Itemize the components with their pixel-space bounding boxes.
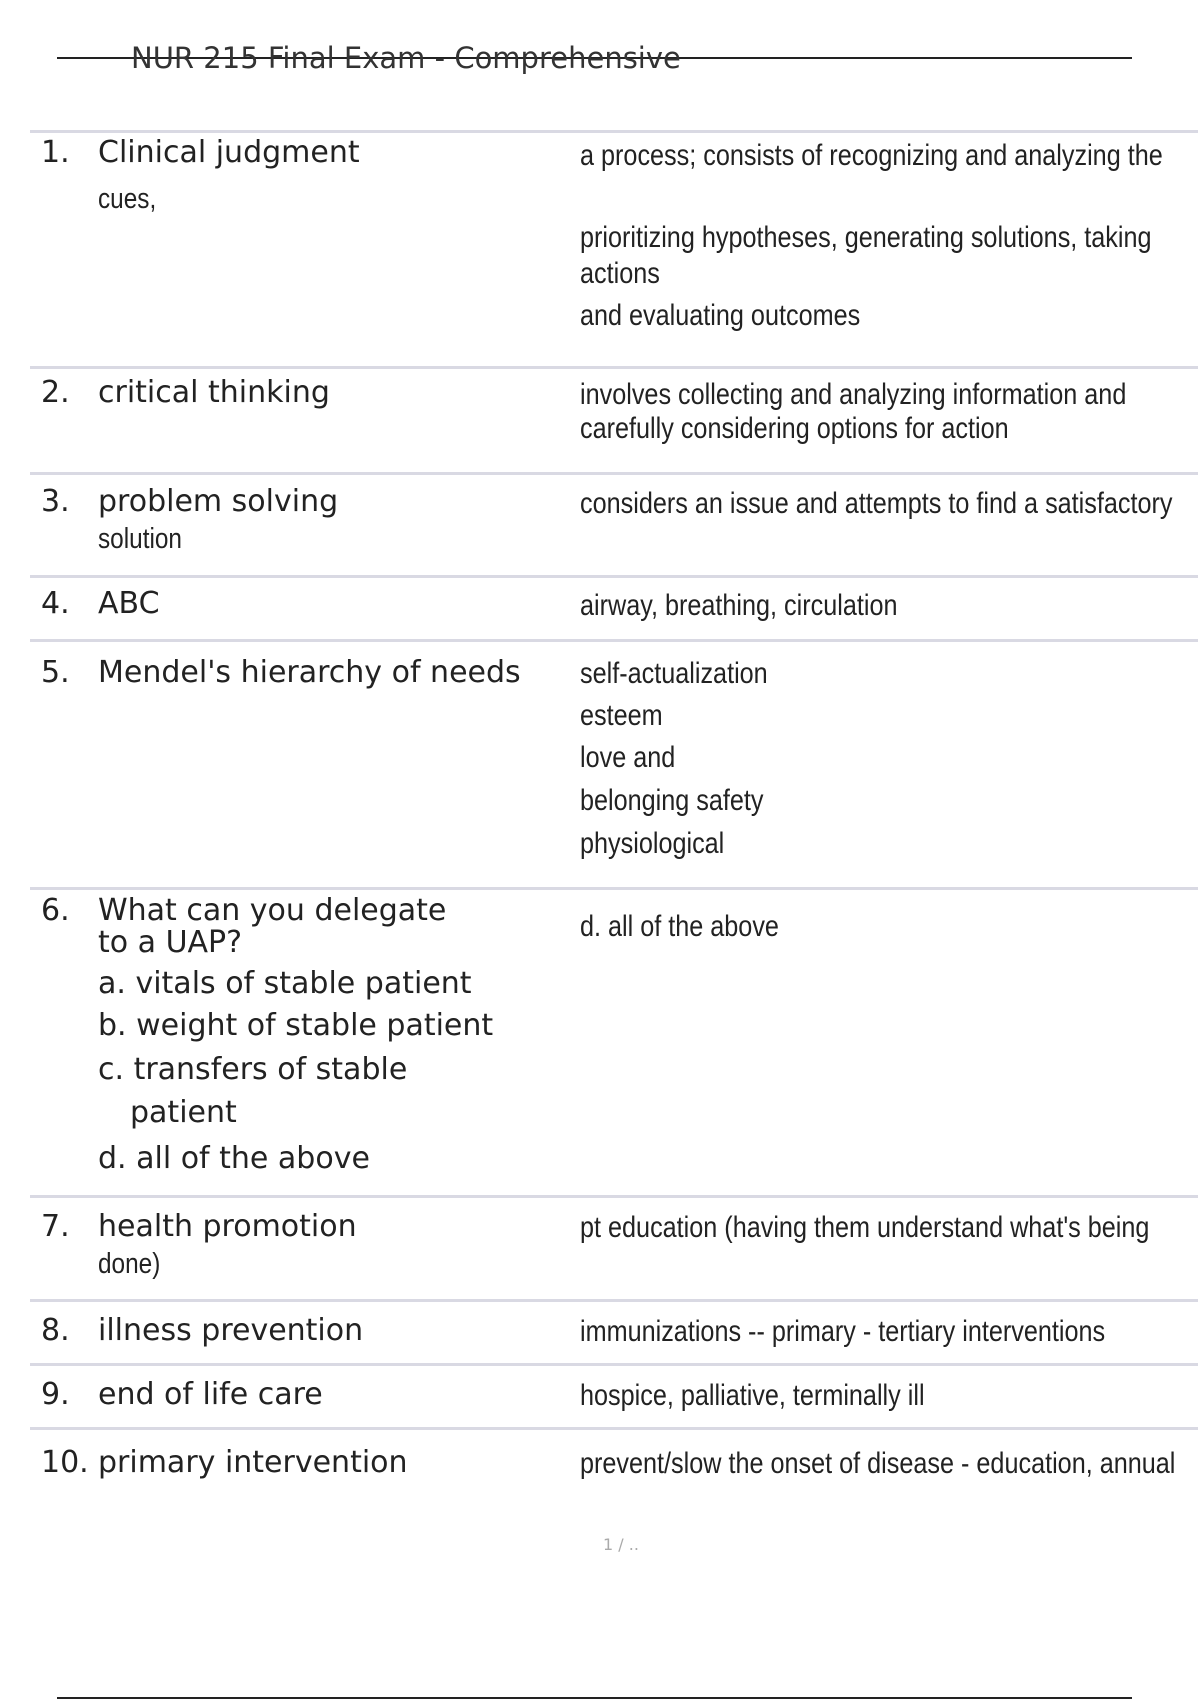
definition-line: involves collecting and analyzing information and bbox=[580, 378, 1127, 411]
term: end of life care bbox=[98, 1377, 323, 1412]
flashcard-item bbox=[30, 366, 1198, 472]
definition-line: hospice, palliative, terminally ill bbox=[580, 1379, 925, 1412]
item-number: 3. bbox=[41, 484, 70, 519]
flashcard-item bbox=[30, 1363, 1198, 1427]
footer-rule bbox=[57, 1697, 1132, 1699]
definition-line: pt education (having them understand what's being bbox=[580, 1211, 1150, 1244]
term-continuation: done) bbox=[98, 1248, 161, 1280]
answer-option: a. vitals of stable patient bbox=[98, 966, 472, 1001]
flashcard-item bbox=[30, 887, 1198, 1195]
definition-line: and evaluating outcomes bbox=[580, 299, 861, 332]
definition-line: prioritizing hypotheses, generating solutions, taking bbox=[580, 221, 1152, 254]
page-title: NUR 215 Final Exam - Comprehensive bbox=[131, 41, 681, 75]
answer-option: c. transfers of stable bbox=[98, 1052, 408, 1087]
flashcard-item bbox=[30, 472, 1198, 575]
term: Mendel's hierarchy of needs bbox=[98, 655, 521, 690]
definition-line: d. all of the above bbox=[580, 910, 779, 943]
definition-line: considers an issue and attempts to find a satisfactory bbox=[580, 487, 1173, 520]
definition-line: immunizations -- primary - tertiary interventions bbox=[580, 1315, 1106, 1348]
term: critical thinking bbox=[98, 375, 330, 410]
question-line: What can you delegate bbox=[98, 893, 447, 928]
term: primary intervention bbox=[98, 1445, 408, 1480]
item-number: 6. bbox=[41, 893, 70, 928]
page-header bbox=[57, 38, 1132, 78]
term: ABC bbox=[98, 586, 160, 621]
definition-line: esteem bbox=[580, 699, 663, 732]
answer-option: b. weight of stable patient bbox=[98, 1008, 494, 1043]
term: health promotion bbox=[98, 1209, 357, 1244]
answer-option: patient bbox=[130, 1095, 237, 1130]
item-number: 5. bbox=[41, 655, 70, 690]
definition-line: a process; consists of recognizing and analyzing the bbox=[580, 139, 1163, 172]
item-number: 7. bbox=[41, 1209, 70, 1244]
term-continuation: cues, bbox=[98, 183, 157, 215]
flashcard-item bbox=[30, 575, 1198, 639]
definition-line: carefully considering options for action bbox=[580, 412, 1009, 445]
definition-line: actions bbox=[580, 257, 660, 290]
item-number: 9. bbox=[41, 1377, 70, 1412]
page-number: 1 / .. bbox=[603, 1535, 639, 1554]
definition-line: prevent/slow the onset of disease - education, annual bbox=[580, 1447, 1176, 1480]
definition-line: self-actualization bbox=[580, 657, 768, 690]
flashcard-item bbox=[30, 130, 1198, 366]
item-number: 10. bbox=[41, 1445, 89, 1480]
definition-line: airway, breathing, circulation bbox=[580, 589, 898, 622]
answer-option: d. all of the above bbox=[98, 1141, 370, 1176]
term: Clinical judgment bbox=[98, 135, 360, 170]
item-number: 4. bbox=[41, 586, 70, 621]
definition-line: belonging safety bbox=[580, 784, 764, 817]
term: problem solving bbox=[98, 484, 339, 519]
term: illness prevention bbox=[98, 1313, 364, 1348]
term-continuation: solution bbox=[98, 523, 182, 555]
flashcard-item bbox=[30, 1195, 1198, 1299]
flashcard-item bbox=[30, 639, 1198, 887]
definition-line: physiological bbox=[580, 827, 725, 860]
item-number: 2. bbox=[41, 375, 70, 410]
item-number: 1. bbox=[41, 135, 70, 170]
definition-line: love and bbox=[580, 741, 676, 774]
flashcard-item bbox=[30, 1299, 1198, 1363]
flashcard-item bbox=[30, 1427, 1198, 1507]
question-line: to a UAP? bbox=[98, 925, 243, 960]
item-number: 8. bbox=[41, 1313, 70, 1348]
